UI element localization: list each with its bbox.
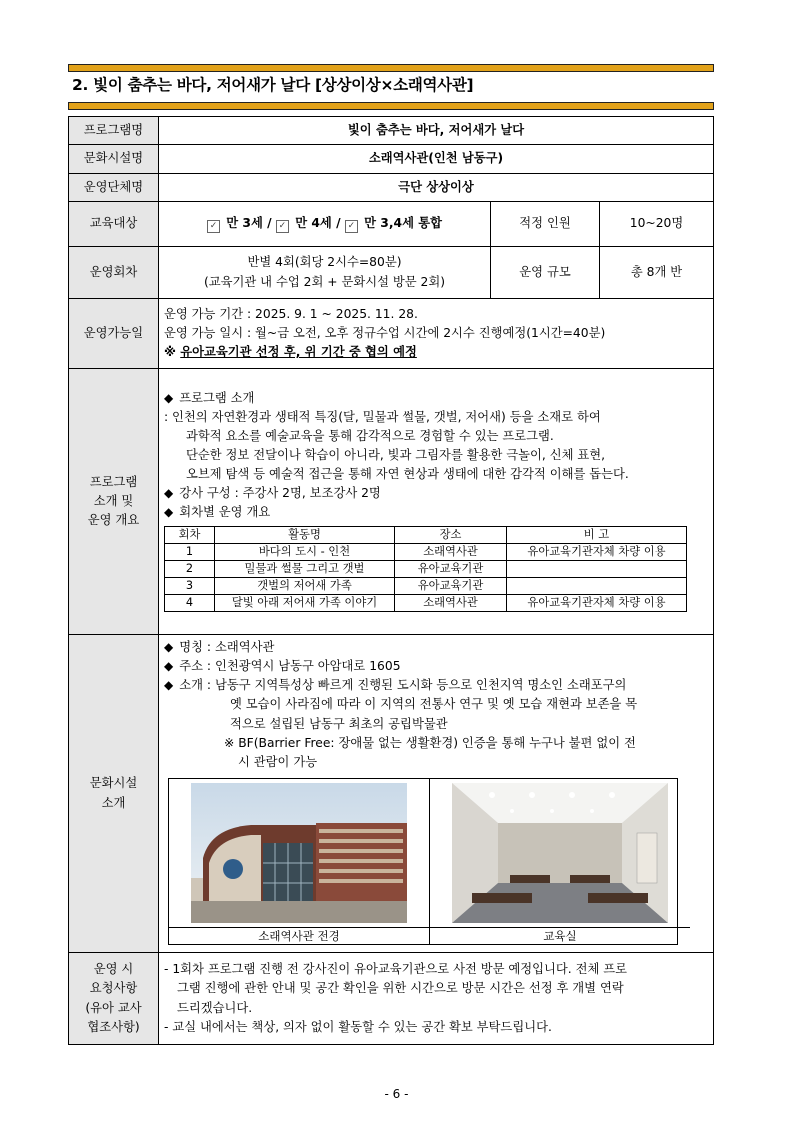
requests-label (69, 953, 159, 1045)
program-name-value: 빛이 춤추는 바다, 저어새가 날다 (159, 117, 714, 145)
instructors-line: ◆ 강사 구성 : 주강사 2명, 보조강사 2명 (164, 484, 708, 503)
note-mark: ※ (164, 345, 181, 360)
page-number: - 6 - (384, 1087, 409, 1101)
facility-name-label: 문화시설명 (69, 145, 159, 174)
section-heading: 2. 빛이 춤추는 바다, 저어새가 날다 [상상이상×소래역사관] (72, 76, 474, 94)
intro-line: : 인천의 자연환경과 생태적 특징(달, 밀물과 썰물, 갯벌, 저어새) 등을 소재로 하여 (164, 409, 601, 424)
facility-bf-line: ※ BF(Barrier Free: 장애물 없는 생활환경) 인증을 통해 누구나 불편 없이 전 (224, 735, 636, 750)
intro-line: 단순한 정보 전달이나 학습이 아니라, 빛과 그림자를 활용한 극놀이, 신체 표현, (186, 447, 606, 462)
sessions-label: 운영회차 (69, 247, 159, 299)
facility-label-line: 문화시설 (89, 776, 138, 791)
schedule-label: 운영가능일 (69, 299, 159, 369)
target-option-34: 만 3,4세 통합 (364, 216, 443, 231)
exterior-photo-caption: 소래역사관 전경 (169, 927, 429, 944)
classroom-photo-cell (429, 779, 690, 944)
org-name-label: 운영단체명 (69, 174, 159, 202)
building-exterior-image (191, 783, 407, 923)
facility-bf-line: 시 관람이 가능 (238, 754, 318, 769)
header-cell: 활동명 (215, 527, 395, 544)
header-cell: 장소 (395, 527, 507, 544)
table-cell: 달빛 아래 저어새 가족 이야기 (215, 595, 395, 612)
overview-label-line: 프로그램 (89, 474, 138, 489)
table-cell: 4 (165, 595, 215, 612)
table-row (165, 578, 687, 595)
schedule-line-1: 운영 가능 기간 : 2025. 9. 1 ~ 2025. 11. 28. (164, 306, 418, 321)
row-sessions (69, 247, 714, 299)
facility-label (69, 635, 159, 953)
facility-content (159, 635, 714, 953)
header-cell: 회차 (165, 527, 215, 544)
row-requests (69, 953, 714, 1045)
request-line: 그램 진행에 관한 안내 및 공간 확인을 위한 시간으로 방문 시간은 선정 후 개별 연락 (177, 981, 624, 996)
org-name-value: 극단 상상이상 (159, 174, 714, 202)
plan-title: ◆ 회차별 운영 개요 (164, 503, 708, 522)
overview-label (69, 369, 159, 635)
session-plan-table (164, 526, 687, 612)
intro-title: ◆ 프로그램 소개 (164, 389, 708, 408)
target-options (159, 202, 491, 247)
schedule-line-2: 운영 가능 일시 : 월~금 오전, 오후 정규수업 시간에 2시수 진행예정(1시간=40분) (164, 325, 606, 340)
request-line: - 교실 내에서는 책상, 의자 없이 활동할 수 있는 공간 확보 부탁드립니다. (164, 1019, 552, 1034)
table-cell: 소래역사관 (395, 544, 507, 561)
checkbox-icon: ✓ (345, 220, 358, 233)
sessions-line-2: (교육기관 내 수업 2회 + 문화시설 방문 2회) (203, 274, 446, 289)
requests-label-line: 운영 시 (93, 962, 134, 977)
row-schedule (69, 299, 714, 369)
facility-intro-line: ◆ 소개 : 남동구 지역특성상 빠르게 진행된 도시화 등으로 인천지역 명소인 소래포구의 (164, 676, 708, 695)
table-cell (507, 561, 687, 578)
classroom-image (452, 783, 668, 923)
sessions-line-1: 반별 4회(회당 2시수=80분) (247, 255, 402, 270)
table-cell: 유아교육기관 (395, 578, 507, 595)
capacity-value: 10~20명 (600, 202, 714, 247)
row-target (69, 202, 714, 247)
table-cell: 유아교육기관자체 차량 이용 (507, 544, 687, 561)
checkbox-icon: ✓ (276, 220, 289, 233)
schedule-note-text: 유아교육기관 선정 후, 위 기간 중 협의 예정 (180, 345, 417, 360)
intro-line: 과학적 요소를 예술교육을 통해 감각적으로 경험할 수 있는 프로그램. (186, 428, 554, 443)
target-option-3: 만 3세 / (226, 216, 272, 231)
table-cell: 바다의 도시 - 인천 (215, 544, 395, 561)
table-cell: 갯벌의 저어새 가족 (215, 578, 395, 595)
schedule-note (164, 343, 708, 362)
requests-content (159, 953, 714, 1045)
table-cell (507, 578, 687, 595)
facility-addr-line: ◆ 주소 : 인천광역시 남동구 아암대로 1605 (164, 657, 708, 676)
table-cell: 3 (165, 578, 215, 595)
facility-intro-line: 옛 모습이 사라짐에 따라 이 지역의 전통사 연구 및 옛 모습 재현과 보존을 목 (230, 697, 638, 712)
requests-label-line: 협조사항) (87, 1019, 140, 1034)
exterior-photo (191, 783, 407, 923)
classroom-photo-caption: 교육실 (430, 927, 690, 944)
table-row (165, 544, 687, 561)
heading-bottom-bar (68, 102, 714, 110)
intro-line: 오브제 탐색 등 예술적 접근을 통해 자연 현상과 생태에 대한 감각적 이해를 돕는다. (186, 467, 629, 482)
overview-content (159, 369, 714, 635)
target-option-4: 만 4세 / (295, 216, 341, 231)
table-cell: 유아교육기관자체 차량 이용 (507, 595, 687, 612)
table-cell: 유아교육기관 (395, 561, 507, 578)
requests-label-line: (유아 교사 (85, 1000, 142, 1015)
target-label: 교육대상 (69, 202, 159, 247)
schedule-value (159, 299, 714, 369)
requests-label-line: 요청사항 (89, 981, 138, 996)
request-line: 드리겠습니다. (177, 1000, 253, 1015)
table-cell: 소래역사관 (395, 595, 507, 612)
table-row (165, 595, 687, 612)
row-program-name (69, 117, 714, 145)
classroom-photo (452, 783, 668, 923)
overview-label-line: 운영 개요 (87, 513, 140, 528)
program-name-label: 프로그램명 (69, 117, 159, 145)
scale-value: 총 8개 반 (600, 247, 714, 299)
row-org-name (69, 174, 714, 202)
facility-label-line: 소개 (101, 795, 126, 810)
capacity-label: 적정 인원 (491, 202, 600, 247)
checkbox-icon: ✓ (207, 220, 220, 233)
facility-name-line: ◆ 명칭 : 소래역사관 (164, 638, 708, 657)
scale-label: 운영 규모 (491, 247, 600, 299)
table-cell: 1 (165, 544, 215, 561)
exterior-photo-cell (169, 779, 429, 944)
row-facility-name (69, 145, 714, 174)
overview-label-line: 소개 및 (93, 493, 134, 508)
heading-top-bar (68, 64, 714, 72)
sessions-value (159, 247, 491, 299)
header-cell: 비 고 (507, 527, 687, 544)
table-cell: 밀물과 썰물 그리고 갯벌 (215, 561, 395, 578)
table-row (165, 561, 687, 578)
session-plan-header (165, 527, 687, 544)
facility-intro-line: 적으로 설립된 남동구 최초의 공립박물관 (230, 716, 448, 731)
program-info-table (68, 116, 714, 1045)
facility-photos (168, 778, 678, 945)
row-facility (69, 635, 714, 953)
row-overview (69, 369, 714, 635)
facility-name-value: 소래역사관(인천 남동구) (159, 145, 714, 174)
request-line: - 1회차 프로그램 진행 전 강사진이 유아교육기관으로 사전 방문 예정입니다. 전체 프로 (164, 962, 628, 977)
table-cell: 2 (165, 561, 215, 578)
